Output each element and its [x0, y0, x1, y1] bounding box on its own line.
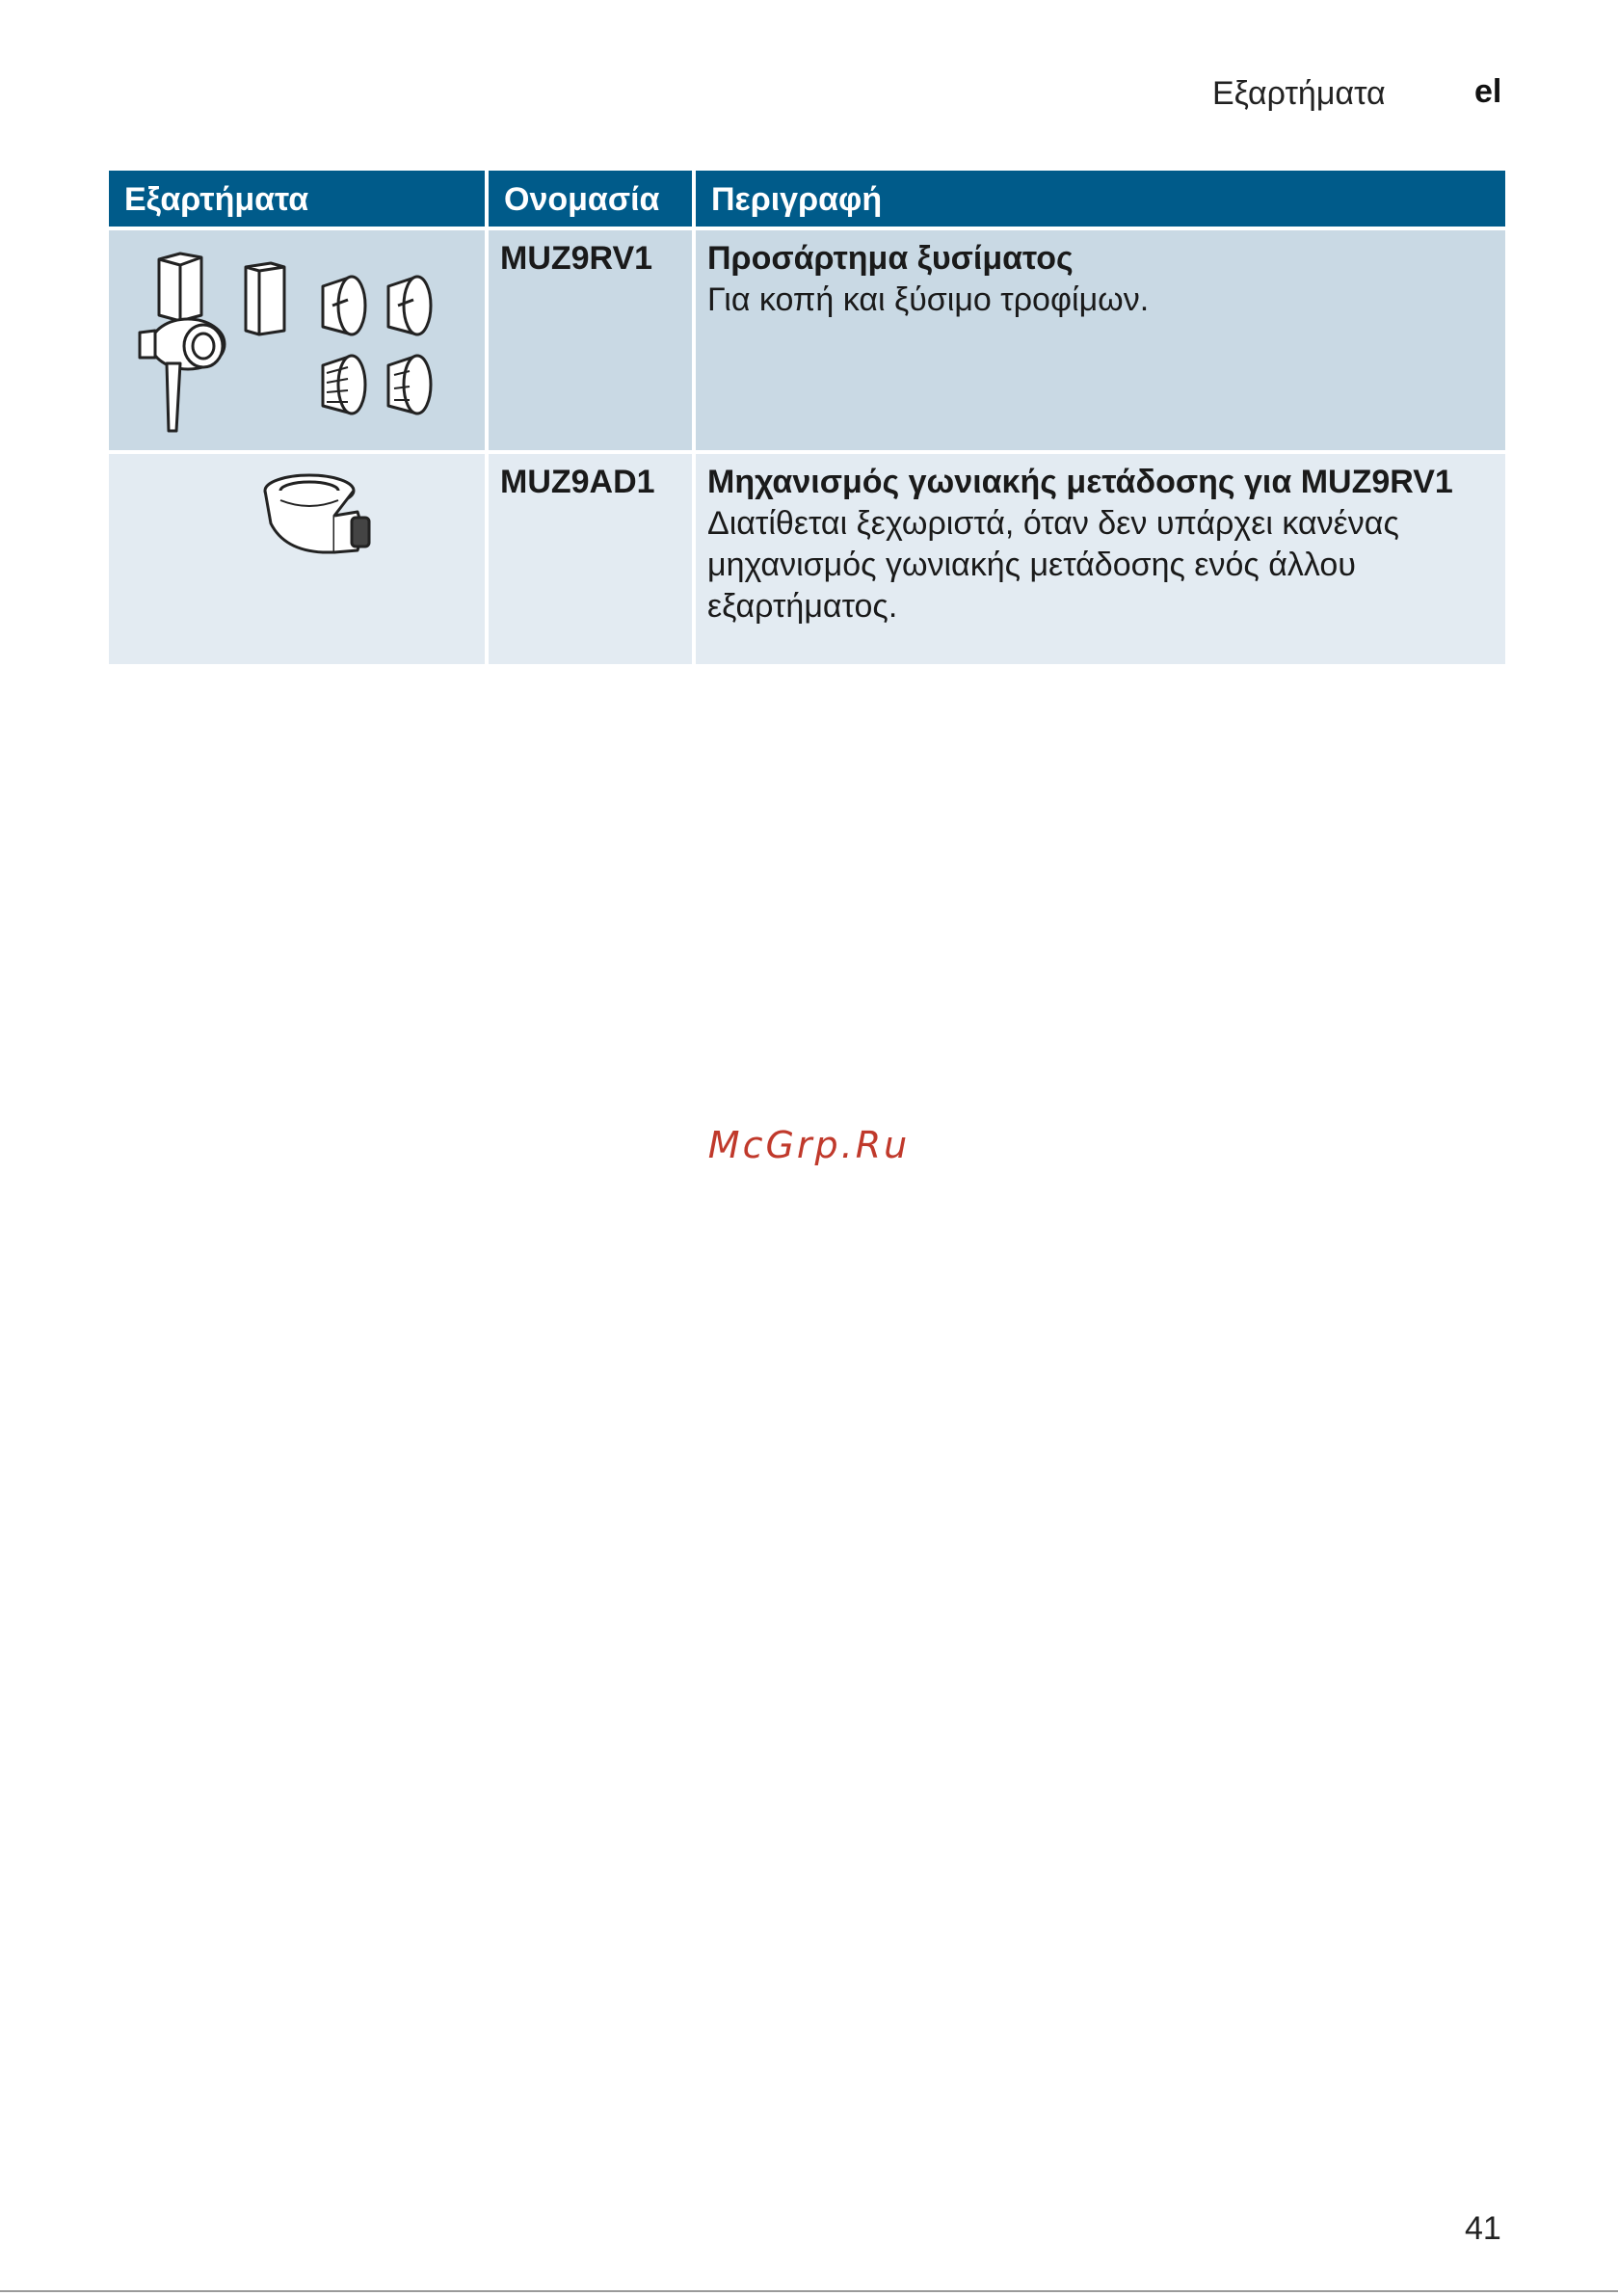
accessory-image-cell — [109, 228, 487, 452]
model-number: MUZ9AD1 — [500, 464, 655, 500]
angle-gear-icon — [120, 462, 498, 577]
column-header-accessories: Εξαρτήματα — [109, 171, 487, 228]
bottom-rule — [0, 2290, 1618, 2292]
page-number: 41 — [1465, 2210, 1501, 2247]
accessory-image-cell — [109, 452, 487, 666]
accessories-table — [109, 171, 1505, 668]
table-row — [109, 452, 1505, 666]
watermark: McGrp.Ru — [707, 1124, 911, 1166]
model-number: MUZ9RV1 — [500, 240, 653, 277]
grater-attachment-set-icon — [120, 238, 498, 442]
description-text: Για κοπή και ξύσιμο τροφίμων. — [707, 281, 1150, 318]
column-header-description: Περιγραφή — [694, 171, 1505, 228]
running-header-language: el — [1474, 73, 1502, 110]
model-cell — [487, 452, 694, 666]
column-header-name: Ονομασία — [487, 171, 694, 228]
description-title: Μηχανισμός γωνιακής μετάδοσης για MUZ9RV1 — [707, 464, 1453, 500]
description-title: Προσάρτημα ξυσίματος — [707, 240, 1074, 277]
model-cell — [487, 228, 694, 452]
description-cell — [694, 452, 1505, 666]
table-header-row — [109, 171, 1505, 228]
description-text: Διατίθεται ξεχωριστά, όταν δεν υπάρχει κανένας μηχανισμός γωνιακής μετάδοσης ενός άλλου εξαρτήματος. — [707, 505, 1399, 625]
description-cell — [694, 228, 1505, 452]
running-header-section: Εξαρτήματα — [1212, 75, 1386, 112]
table-row — [109, 228, 1505, 452]
